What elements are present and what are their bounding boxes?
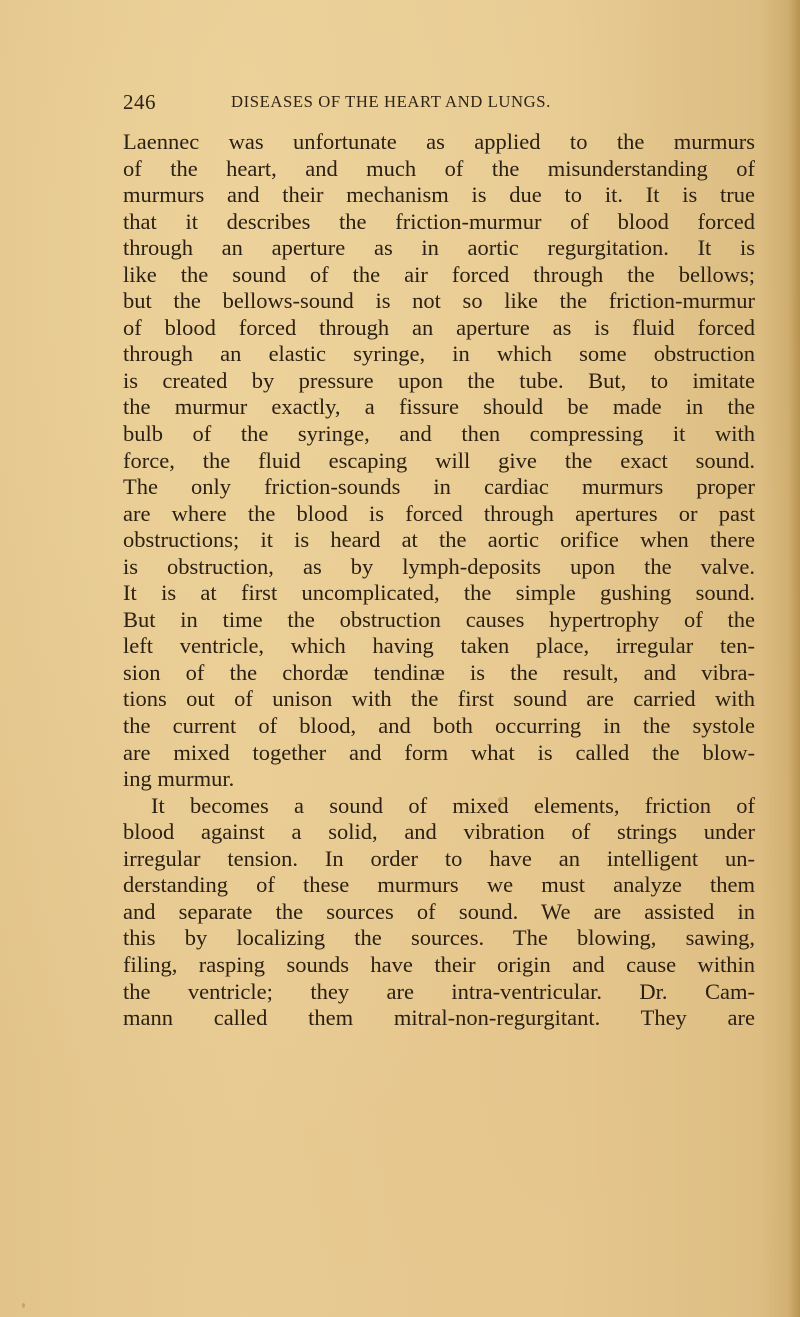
text-line: but the bellows-sound is not so like the friction-murmur bbox=[123, 288, 755, 314]
text-line: The only friction-sounds in cardiac murmurs proper bbox=[123, 474, 755, 500]
text-line: are where the blood is forced through apertures or past bbox=[123, 500, 755, 526]
text-line: this by localizing the sources. The blowing, sawing, bbox=[123, 925, 755, 951]
text-line: tions out of unison with the first sound are carried with bbox=[123, 686, 755, 712]
text-line: like the sound of the air forced through the bellows; bbox=[123, 261, 755, 287]
text-line: and separate the sources of sound. We are assisted in bbox=[123, 898, 755, 924]
text-line: is obstruction, as by lymph-deposits upon the valve. bbox=[123, 553, 755, 579]
text-line: of blood forced through an aperture as is fluid forced bbox=[123, 314, 755, 340]
text-line: irregular tension. In order to have an intelligent un- bbox=[123, 845, 755, 871]
body-text bbox=[123, 129, 755, 1032]
running-title: DISEASES OF THE HEART AND LUNGS. bbox=[231, 92, 551, 111]
text-line: obstructions; it is heard at the aortic orifice when there bbox=[123, 527, 755, 553]
text-line: of the heart, and much of the misunderstanding of bbox=[123, 155, 755, 181]
text-line: the ventricle; they are intra-ventricular. Dr. Cam- bbox=[123, 978, 755, 1004]
text-line: It is at first uncomplicated, the simple gushing sound. bbox=[123, 580, 755, 606]
running-head bbox=[123, 88, 763, 116]
text-line: through an aperture as in aortic regurgitation. It is bbox=[123, 235, 755, 261]
text-line: that it describes the friction-murmur of blood forced bbox=[123, 208, 755, 234]
text-line: is created by pressure upon the tube. But, to imitate bbox=[123, 367, 755, 393]
text-line: blood against a solid, and vibration of strings under bbox=[123, 819, 755, 845]
text-line: It becomes a sound of mixed elements, friction of bbox=[151, 792, 755, 818]
page-number: 246 bbox=[123, 90, 156, 114]
text-line: the current of blood, and both occurring in the systole bbox=[123, 713, 755, 739]
text-line: sion of the chordæ tendinæ is the result, and vibra- bbox=[123, 659, 755, 685]
text-line: But in time the obstruction causes hypertrophy of the bbox=[123, 606, 755, 632]
text-line: ing murmur. bbox=[123, 766, 235, 792]
text-line: are mixed together and form what is called the blow- bbox=[123, 739, 755, 765]
text-line: force, the fluid escaping will give the exact sound. bbox=[123, 447, 755, 473]
text-line: the murmur exactly, a fissure should be made in the bbox=[123, 394, 755, 420]
text-line: derstanding of these murmurs we must analyze them bbox=[123, 872, 755, 898]
text-line: bulb of the syringe, and then compressing it with bbox=[123, 421, 755, 447]
text-line: left ventricle, which having taken place, irregular ten- bbox=[123, 633, 755, 659]
text-line: Laennec was unfortunate as applied to the murmurs bbox=[123, 129, 755, 154]
page-edge-shadow bbox=[788, 0, 800, 1317]
paragraph bbox=[123, 129, 755, 793]
paragraph bbox=[123, 793, 755, 1032]
text-line: through an elastic syringe, in which some obstruction bbox=[123, 341, 755, 367]
text-line: mann called them mitral-non-regurgitant. They are bbox=[123, 1005, 755, 1031]
paper-stain bbox=[22, 1303, 25, 1308]
text-line: filing, rasping sounds have their origin and cause within bbox=[123, 951, 755, 977]
text-line: murmurs and their mechanism is due to it. It is true bbox=[123, 182, 755, 208]
